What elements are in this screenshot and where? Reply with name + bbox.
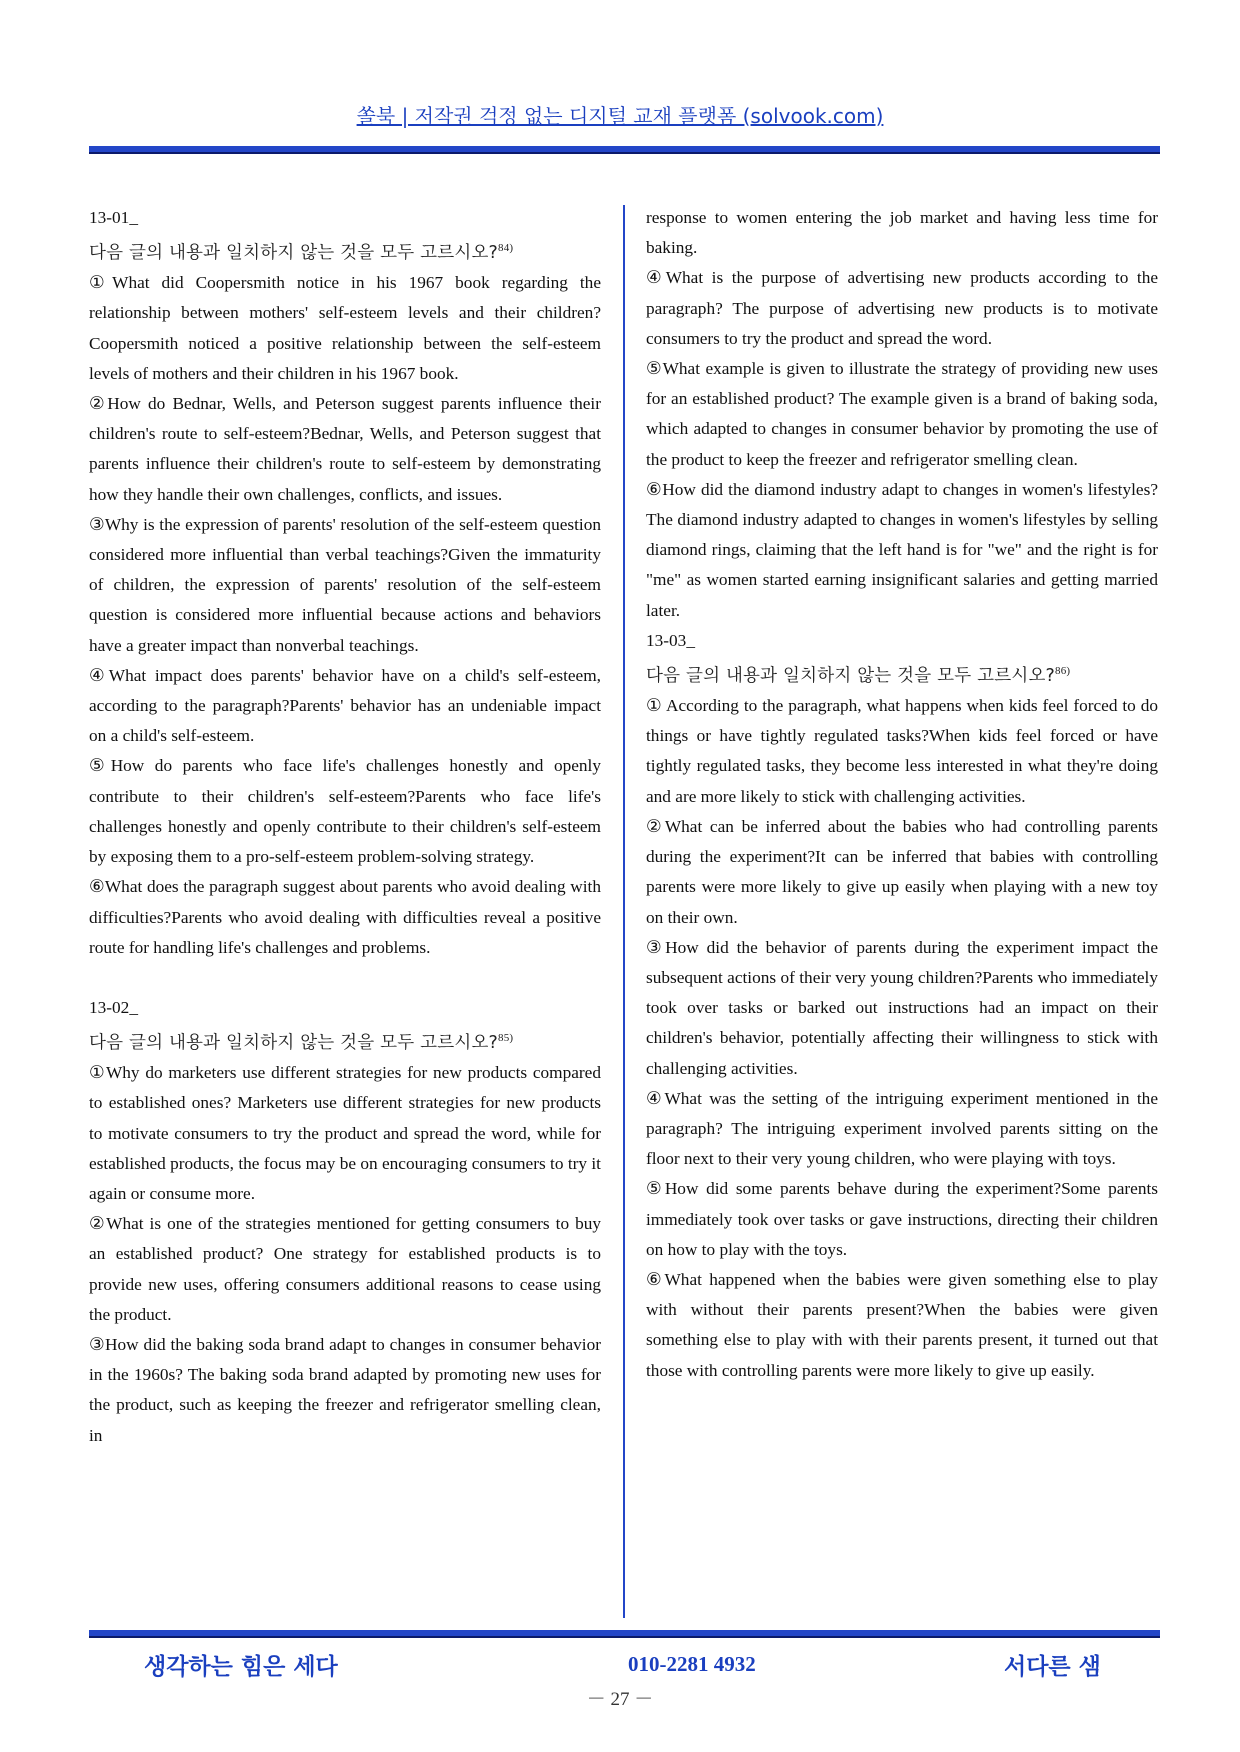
footer-author: 서다른 샘 [1004, 1654, 1101, 1680]
footer-phone: 010-2281 4932 [628, 1652, 756, 1676]
answer-option: ①Why do marketers use different strategies for new products compared to established ones? Marketers use different strategies for new products to motivate consumers to try the product and spread the word, while for established products, the focus may be on encouraging consumers to try it again or consume more. [89, 1063, 601, 1203]
answer-option: ⑤What example is given to illustrate the strategy of providing new uses for an established product? The example given is a brand of baking soda, which adapted to changes in consumer behavior by promoting the use of the product to keep the freezer and refrigerator smelling clean. [646, 359, 1158, 469]
footnote-ref: 84) [498, 242, 514, 255]
question-id: 13-03_ [646, 630, 695, 650]
header-rule [89, 146, 1160, 154]
answer-option: ②What is one of the strategies mentioned for getting consumers to buy an established product? One strategy for established products is to provide new uses, offering consumers additional reasons to cease using the product. [89, 1214, 601, 1324]
question-title-text: 다음 글의 내용과 일치하지 않는 것을 모두 고르시오? [89, 243, 499, 264]
question-id: 13-01_ [89, 208, 138, 227]
right-column [646, 203, 1158, 1386]
answer-option: ⑥What does the paragraph suggest about parents who avoid dealing with difficulties?Parents who avoid dealing with difficulties reveal a positive route for handling life's challenges and problems. [89, 877, 601, 957]
answer-option: ③How did the baking soda brand adapt to changes in consumer behavior in the 1960s? The baking soda brand adapted by promoting new uses for the product, such as keeping the freezer and refrigerator smelling clean, in [89, 1334, 601, 1445]
answer-option: ①What did Coopersmith notice in his 1967 book regarding the relationship between mothers' self-esteem levels and their children?Coopersmith noticed a positive relationship between the self-esteem levels of mothers and their children in his 1967 book. [89, 273, 601, 383]
footer-slogan: 생각하는 힘은 세다 [144, 1654, 338, 1680]
answer-option: ④What was the setting of the intriguing experiment mentioned in the paragraph? The intriguing experiment involved parents sitting on the floor next to their very young children, who were playing with toys. [646, 1088, 1158, 1169]
answer-option: ⑤How do parents who face life's challenges honestly and openly contribute to their children's self-esteem?Parents who face life's challenges honestly and openly contribute to their children's self-esteem by exposing them to a pro-self-esteem problem-solving strategy. [89, 756, 601, 867]
question-title-text: 다음 글의 내용과 일치하지 않는 것을 모두 고르시오? [89, 1032, 499, 1053]
left-column [89, 203, 601, 1451]
answer-option: ②What can be inferred about the babies who had controlling parents during the experiment?It can be inferred that babies with controlling parents were more likely to give up easily when playing with a new toy on their own. [646, 816, 1158, 927]
answer-option: ④What impact does parents' behavior have on a child's self-esteem, according to the paragraph?Parents' behavior has an undeniable impact on a child's self-esteem. [89, 665, 601, 746]
question-title [89, 233, 601, 268]
header-link-text[interactable]: 쏠북 | 저작권 걱정 없는 디지털 교재 플랫폼 (solvook.com) [356, 104, 884, 128]
spacer [89, 963, 601, 993]
question-title-text: 다음 글의 내용과 일치하지 않는 것을 모두 고르시오? [646, 665, 1056, 686]
answer-option: ③How did the behavior of parents during the experiment impact the subsequent actions of their very young children?Parents who immediately took over tasks or barked out instructions had an impact on their children's behavior, potentially affecting their willingness to stick with challenging activities. [646, 937, 1158, 1078]
answer-option: ②How do Bednar, Wells, and Peterson suggest parents influence their children's route to self-esteem?Bednar, Wells, and Peterson suggest that parents influence their children's route to self-esteem by demonstrating how they handle their own challenges, conflicts, and issues. [89, 394, 601, 504]
answer-option: ① According to the paragraph, what happens when kids feel forced to do things or have tightly regulated tasks?When kids feel forced or have tightly regulated tasks, they become less interested in what they're doing and are more likely to stick with challenging activities. [646, 696, 1158, 806]
question-title [646, 656, 1158, 691]
footnote-ref: 86) [1055, 665, 1071, 678]
column-divider [623, 205, 625, 1618]
footnote-ref: 85) [498, 1032, 514, 1045]
footer-rule [89, 1630, 1160, 1638]
answer-option-continued: response to women entering the job market and having less time for baking. [646, 208, 1158, 258]
question-title [89, 1023, 601, 1058]
answer-option: ④What is the purpose of advertising new products according to the paragraph? The purpose of advertising new products is to motivate consumers to try the product and spread the word. [646, 268, 1158, 348]
answer-option: ⑥What happened when the babies were given something else to play with without their parents present?When the babies were given something else to play with with their parents present, it turned out that those with controlling parents were more likely to give up easily. [646, 1269, 1158, 1380]
answer-option: ⑤How did some parents behave during the experiment?Some parents immediately took over tasks or gave instructions, directing their children on how to play with the toys. [646, 1179, 1158, 1259]
answer-option: ⑥How did the diamond industry adapt to changes in women's lifestyles? The diamond industry adapted to changes in women's lifestyles by selling diamond rings, claiming that the left hand is for "we" and the right is for "me" as women started earning insignificant salaries and getting married later. [646, 479, 1158, 620]
header-link[interactable] [0, 100, 1240, 129]
page-number: － 27 － [586, 1689, 654, 1710]
question-id: 13-02_ [89, 997, 138, 1017]
answer-option: ③Why is the expression of parents' resolution of the self-esteem question considered more influential than verbal teachings?Given the immaturity of children, the expression of parents' resolution of the self-esteem question is considered more influential because actions and behaviors have a greater impact than nonverbal teachings. [89, 514, 601, 655]
